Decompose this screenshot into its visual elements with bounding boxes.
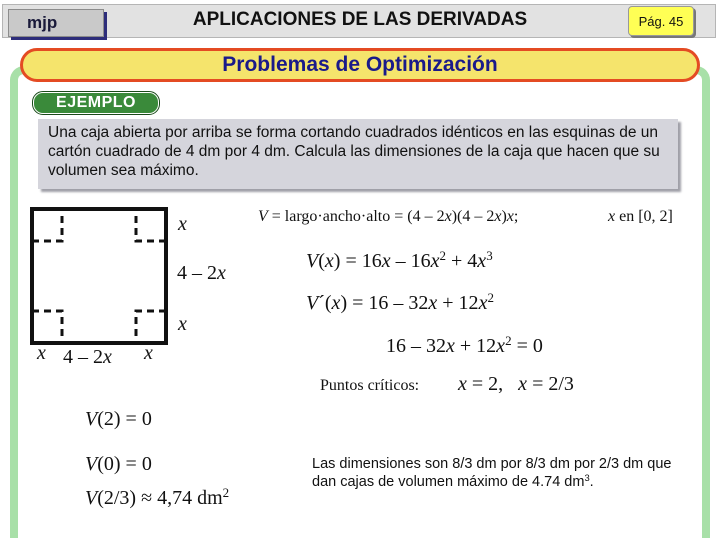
value-at-2-3: V(2/3) ≈ 4,74 $dm^2$ — [85, 484, 230, 509]
box-net-diagram — [28, 205, 178, 350]
problem-statement: Una caja abierta por arriba se forma cortando cuadrados idénticos en las esquinas de un cartón cuadrado de 4 dm por 4 dm. Calcula las dimensiones de la caja que hacen que su volumen sea máximo. — [38, 119, 678, 189]
example-badge: EJEMPLO — [33, 92, 159, 114]
label-side-length-right: 4 – 2x — [177, 262, 226, 284]
section-title: Problemas de Optimización — [20, 48, 700, 82]
label-x-bottom-left: x — [37, 342, 46, 364]
value-at-0: V(0) = 0 — [85, 453, 152, 475]
critical-points-values: x = 2, x = 2/3 — [458, 373, 574, 395]
logo: mjp — [8, 9, 104, 37]
derivative: V´(x) = $16 - 32x + 12x^2$ — [306, 289, 494, 314]
conclusion-text: Las dimensiones son 8/3 dm por 8/3 dm por 2/3 dm que dan cajas de volumen máximo de 4.74 $dm^3$. — [312, 456, 672, 490]
volume-definition: V = largo·ancho·alto = (4 – 2x)(4 – 2x)x; — [258, 208, 519, 225]
domain: x en [0, 2] — [608, 208, 673, 225]
critical-points-label: Puntos críticos: — [320, 377, 420, 394]
label-x-bottom-under: x — [144, 342, 153, 364]
value-at-2: V(2) = 0 — [85, 408, 152, 430]
label-x-bottom-right: x — [178, 313, 187, 335]
page-number-badge: Pág. 45 — [628, 6, 694, 36]
carton-square — [32, 209, 166, 343]
label-x-top-right: x — [178, 213, 187, 235]
critical-equation: $16 - 32x + 12x^2 = 0$ — [386, 332, 543, 357]
volume-polynomial: $V(x) = 16x - 16x^2 + 4x^3$ — [306, 247, 493, 272]
page-title: APLICACIONES DE LAS DERIVADAS — [192, 9, 528, 30]
label-side-length-bottom: 4 – 2x — [63, 346, 112, 368]
